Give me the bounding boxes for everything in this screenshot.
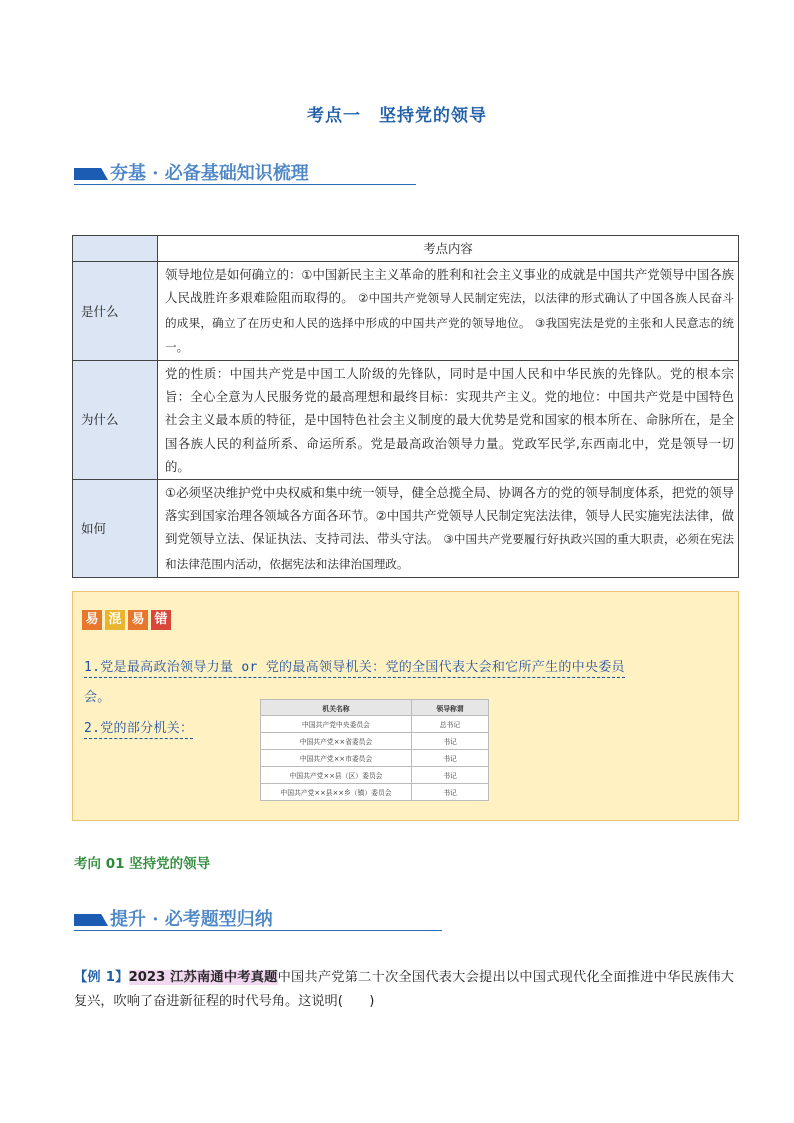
section-bar-icon [74, 914, 108, 926]
knowledge-table [72, 235, 739, 578]
example-question [74, 966, 734, 1014]
badge-tile: 混 [105, 610, 125, 630]
content-text: ①必须坚决维护党中央权威和集中统一领导，健全总揽全局、协调各方的党的领导制度体系，把党的领导落实到国家治理各领域各方面各环节。②中国共产党领导人民制定宪法法律，领导人民实施宪法法律，做到党领导立法、保证执法、支持司法、带头守法。 [165, 485, 734, 547]
badge-tile: 错 [151, 610, 171, 630]
section-header-basics [74, 159, 416, 189]
org-cell: 书记 [412, 784, 489, 801]
example-text: 中国共产党第二十次全国代表大会提出以中国式现代化全面推进中华民族伟大复兴，吹响了奋进新征程的时代号角。这说明( ) [74, 970, 734, 1009]
example-tag: 【例 1】 [74, 970, 129, 985]
content-text: ③我国宪法是党的主张和人民意志的统一。 [165, 315, 734, 354]
org-cell: 书记 [412, 733, 489, 750]
party-organs-table [260, 699, 489, 801]
common-mistakes-box [72, 591, 739, 821]
direction-title: 考向 01 坚持党的领导 [74, 856, 211, 872]
org-header-cell: 领导称谓 [412, 700, 489, 716]
table-header-row [73, 236, 739, 262]
content-text: 党的性质：中国共产党是中国工人阶级的先锋队，同时是中国人民和中华民族的先锋队。党的根本宗旨：全心全意为人民服务党的最高理想和最终目标：实现共产主义。党的地位：中国共产党是中国特色社会主义最本质的特征，是中国特色社会主义制度的最大优势是党和国家的根本所在、命脉所在，是全国各族人民的利益所系、命运所系。党是最高政治领导力量。党政军民学,东西南北中，党是领导一切的。 [165, 366, 734, 474]
row-content [158, 480, 739, 578]
org-header-cell: 机关名称 [261, 700, 412, 716]
org-row [261, 716, 489, 733]
content-text: ③中国共产党要履行好执政兴国的重大职责，必须在宪法和法律范围内活动，依据宪法和法律治国理政。 [165, 532, 734, 571]
mistake-note-1 [84, 656, 625, 675]
badge-tile: 易 [82, 610, 102, 630]
example-source: 2023 江苏南通中考真题 [128, 970, 278, 985]
org-row [261, 750, 489, 767]
mistake-note-1-cont [84, 686, 111, 705]
org-row [261, 733, 489, 750]
org-cell: 中国共产党××省委员会 [261, 733, 412, 750]
section-underline [74, 930, 442, 931]
page-title [0, 101, 794, 126]
row-content [158, 262, 739, 361]
table-row-what [73, 262, 739, 361]
org-cell: 中国共产党××县（区）委员会 [261, 767, 412, 784]
content-text: ②中国共产党领导人民制定宪法，以法律的形式确认了中国各族人民奋斗的成果，确立了在历史和人民的选择中形成的中国共产党的领导地位。 [165, 291, 734, 330]
section-header-improve [74, 905, 442, 935]
table-header-cell: 考点内容 [158, 236, 739, 262]
row-label: 为什么 [73, 361, 158, 480]
title-right: 坚持党的领导 [379, 106, 487, 126]
org-cell: 书记 [412, 750, 489, 767]
org-header-row [261, 700, 489, 716]
row-content [158, 361, 739, 480]
org-row [261, 767, 489, 784]
content-text: 领导地位是如何确立的：①中国新民主主义革命的胜利和社会主义事业的成就是中国共产党领导中国各族人民战胜许多艰难险阻而取得的。 [165, 267, 734, 306]
note-text: 会。 [84, 690, 111, 705]
org-cell: 中国共产党中央委员会 [261, 716, 412, 733]
org-cell: 中国共产党××市委员会 [261, 750, 412, 767]
org-cell: 总书记 [412, 716, 489, 733]
row-label: 是什么 [73, 262, 158, 361]
mistakes-badge [82, 610, 174, 630]
section-title: 夯基 · 必备基础知识梳理 [110, 163, 309, 184]
org-cell: 书记 [412, 767, 489, 784]
badge-tile: 易 [128, 610, 148, 630]
org-cell: 中国共产党××县××乡（镇）委员会 [261, 784, 412, 801]
note-text: 1.党是最高政治领导力量 or 党的最高领导机关：党的全国代表大会和它所产生的中央委员 [84, 660, 625, 678]
title-left: 考点一 [307, 106, 361, 126]
org-row [261, 784, 489, 801]
table-row-why [73, 361, 739, 480]
mistake-note-2 [84, 717, 193, 736]
table-corner-cell [73, 236, 158, 262]
section-underline [74, 184, 416, 185]
section-bar-icon [74, 168, 108, 180]
row-label: 如何 [73, 480, 158, 578]
note-text: 2.党的部分机关： [84, 721, 193, 739]
section-title: 提升 · 必考题型归纳 [110, 909, 273, 930]
table-row-how [73, 480, 739, 578]
